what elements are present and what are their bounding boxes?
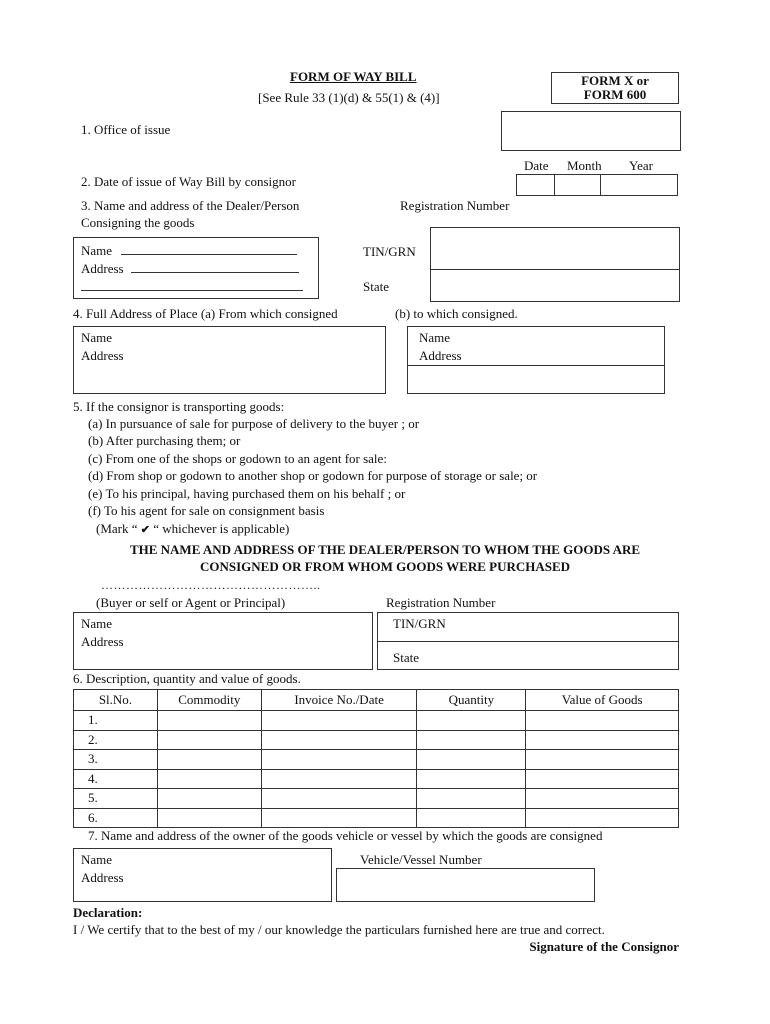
month-field[interactable]: [554, 174, 601, 196]
consignee-heading-line2: CONSIGNED OR FROM WHOM GOODS WERE PURCHASED: [199, 559, 571, 574]
consignor-name-address-box: [73, 237, 319, 299]
place-to-label: (b) to which consigned.: [395, 306, 518, 321]
consignor-tin-field[interactable]: [430, 227, 680, 270]
goods-table-header: [74, 690, 679, 711]
transport-option-b[interactable]: (b) After purchasing them; or: [88, 433, 241, 448]
month-header: Month: [567, 158, 602, 173]
form-code-box: [551, 72, 679, 104]
vehicle-owner-label: 7. Name and address of the owner of the goods vehicle or vessel by which the goods are consigned: [88, 828, 603, 843]
form-code-line1: FORM X or: [581, 73, 649, 88]
consignor-name-row[interactable]: [81, 243, 297, 259]
consignee-name-label: Name: [81, 616, 113, 631]
consignor-label-line2: Consigning the goods: [81, 215, 195, 230]
place-to-extra-field[interactable]: [407, 365, 665, 394]
place-from-label: 4. Full Address of Place (a) From which consigned: [73, 306, 338, 321]
row-number: 5.: [74, 789, 158, 809]
commodity-cell[interactable]: [157, 808, 261, 828]
col-invoice: Invoice No./Date: [261, 690, 417, 711]
transport-option-c[interactable]: (c) From one of the shops or godown to an agent for sale:: [88, 451, 387, 466]
row-number: 3.: [74, 750, 158, 770]
value-cell[interactable]: [526, 730, 679, 750]
value-cell[interactable]: [526, 711, 679, 731]
consignee-heading-line1: THE NAME AND ADDRESS OF THE DEALER/PERSON TO WHOM THE GOODS ARE: [129, 542, 641, 557]
place-to-address-label: Address: [419, 348, 462, 363]
col-commodity: Commodity: [157, 690, 261, 711]
value-cell[interactable]: [526, 808, 679, 828]
commodity-cell[interactable]: [157, 711, 261, 731]
quantity-cell[interactable]: [417, 711, 526, 731]
row-number: 2.: [74, 730, 158, 750]
quantity-cell[interactable]: [417, 789, 526, 809]
check-icon: ✔: [140, 524, 150, 536]
consignor-name-label: Name: [81, 243, 113, 258]
vehicle-number-field[interactable]: [336, 868, 595, 902]
table-row: [74, 750, 679, 770]
goods-table: [73, 689, 679, 828]
invoice-cell[interactable]: [261, 730, 417, 750]
consignee-role-label: (Buyer or self or Agent or Principal): [96, 595, 286, 610]
table-row: [74, 808, 679, 828]
commodity-cell[interactable]: [157, 730, 261, 750]
form-code-line2: FORM 600: [583, 87, 647, 102]
year-field[interactable]: [600, 174, 678, 196]
quantity-cell[interactable]: [417, 769, 526, 789]
place-to-name-label: Name: [419, 330, 451, 345]
invoice-cell[interactable]: [261, 789, 417, 809]
date-of-issue-label: 2. Date of issue of Way Bill by consignor: [81, 174, 296, 189]
signature-label: Signature of the Consignor: [529, 939, 679, 954]
commodity-cell[interactable]: [157, 750, 261, 770]
place-from-address-label: Address: [81, 348, 124, 363]
consignor-address-row2[interactable]: [81, 279, 303, 295]
consignee-state-label: State: [393, 650, 419, 665]
value-cell[interactable]: [526, 789, 679, 809]
quantity-cell[interactable]: [417, 750, 526, 770]
transport-purpose-label: 5. If the consignor is transporting goods:: [73, 399, 285, 414]
goods-description-label: 6. Description, quantity and value of goods.: [73, 671, 301, 686]
year-header: Year: [629, 158, 653, 173]
consignor-address-line[interactable]: [131, 262, 299, 273]
consignee-registration-label: Registration Number: [386, 595, 496, 610]
transport-option-a[interactable]: (a) In pursuance of sale for purpose of delivery to the buyer ; or: [88, 416, 420, 431]
consignor-registration-label: Registration Number: [400, 198, 510, 213]
commodity-cell[interactable]: [157, 769, 261, 789]
table-row: [74, 769, 679, 789]
consignor-label-line1: 3. Name and address of the Dealer/Person: [81, 198, 300, 213]
rule-reference: [See Rule 33 (1)(d) & 55(1) & (4)]: [258, 90, 440, 105]
row-number: 4.: [74, 769, 158, 789]
declaration-text: I / We certify that to the best of my / our knowledge the particulars furnished here are true and correct.: [73, 922, 605, 937]
consignor-tin-label: TIN/GRN: [363, 244, 416, 259]
office-of-issue-field[interactable]: [501, 111, 681, 151]
vehicle-owner-name-label: Name: [81, 852, 113, 867]
consignor-address-line2[interactable]: [81, 280, 303, 291]
col-value: Value of Goods: [526, 690, 679, 711]
consignee-name-address-box[interactable]: [73, 612, 373, 670]
invoice-cell[interactable]: [261, 711, 417, 731]
quantity-cell[interactable]: [417, 808, 526, 828]
date-header: Date: [524, 158, 549, 173]
office-of-issue-label: 1. Office of issue: [81, 122, 171, 137]
form-title: FORM OF WAY BILL: [290, 69, 417, 84]
place-from-box[interactable]: [73, 326, 386, 394]
invoice-cell[interactable]: [261, 769, 417, 789]
value-cell[interactable]: [526, 769, 679, 789]
row-number: 6.: [74, 808, 158, 828]
consignee-tin-field[interactable]: [377, 612, 679, 642]
transport-option-d[interactable]: (d) From shop or godown to another shop or godown for purpose of storage or sale; or: [88, 468, 538, 483]
table-row: [74, 730, 679, 750]
transport-option-e[interactable]: (e) To his principal, having purchased them on his behalf ; or: [88, 486, 406, 501]
vehicle-owner-address-label: Address: [81, 870, 124, 885]
vehicle-owner-box[interactable]: [73, 848, 332, 902]
quantity-cell[interactable]: [417, 730, 526, 750]
vehicle-number-label: Vehicle/Vessel Number: [360, 852, 482, 867]
declaration-heading: Declaration:: [73, 905, 143, 920]
row-number: 1.: [74, 711, 158, 731]
mark-prefix: (Mark “: [96, 521, 138, 536]
transport-option-f[interactable]: (f) To his agent for sale on consignment basis: [88, 503, 325, 518]
consignor-state-field[interactable]: [430, 269, 680, 302]
mark-instruction: [96, 521, 289, 537]
date-field[interactable]: [516, 174, 555, 196]
consignor-address-label: Address: [81, 261, 124, 276]
consignee-address-label: Address: [81, 634, 124, 649]
consignor-address-row[interactable]: [81, 261, 299, 277]
mark-suffix: “ whichever is applicable): [153, 521, 290, 536]
invoice-cell[interactable]: [261, 808, 417, 828]
consignor-state-label: State: [363, 279, 389, 294]
consignee-dots[interactable]: ……………………………………………..: [101, 578, 321, 592]
place-to-box[interactable]: [407, 326, 665, 366]
consignee-tin-label: TIN/GRN: [393, 616, 446, 631]
consignor-name-line[interactable]: [121, 244, 297, 255]
table-row: [74, 789, 679, 809]
commodity-cell[interactable]: [157, 789, 261, 809]
place-from-name-label: Name: [81, 330, 113, 345]
col-quantity: Quantity: [417, 690, 526, 711]
value-cell[interactable]: [526, 750, 679, 770]
col-sl-no: Sl.No.: [74, 690, 158, 711]
consignee-state-field[interactable]: [377, 641, 679, 670]
invoice-cell[interactable]: [261, 750, 417, 770]
table-row: [74, 711, 679, 731]
